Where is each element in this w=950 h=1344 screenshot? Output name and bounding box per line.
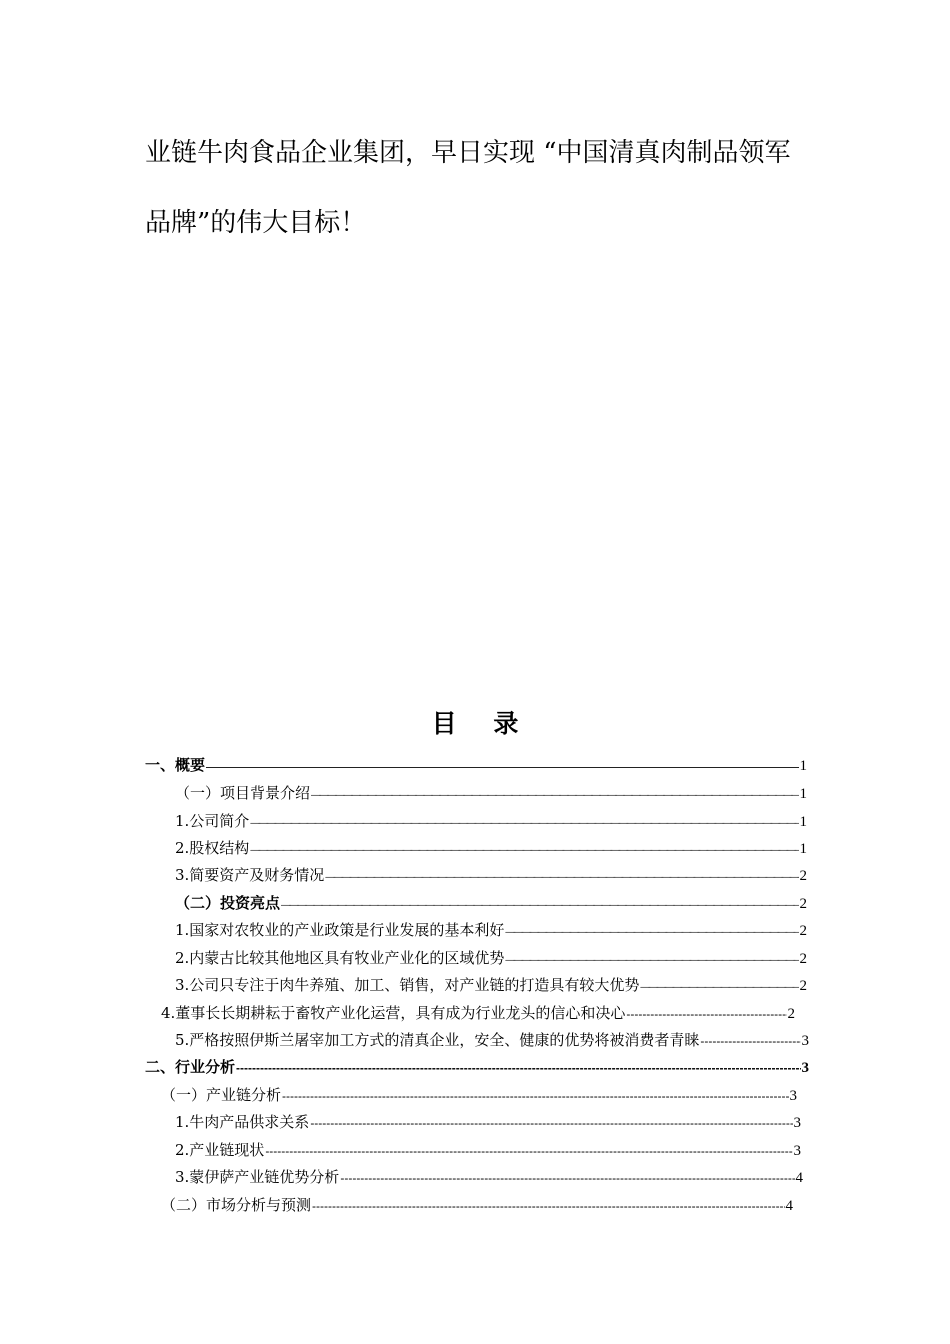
- toc-entry-page: 1: [799, 758, 807, 774]
- toc-entry-page: 1: [799, 786, 807, 802]
- toc-entry[interactable]: [175, 1139, 801, 1165]
- toc-entry[interactable]: [161, 1194, 793, 1220]
- toc-entry-page: 3: [793, 1143, 801, 1159]
- toc-entry-page: 2: [799, 896, 807, 912]
- toc-entry-label: （二）投资亮点: [175, 894, 281, 912]
- toc-entry[interactable]: [175, 837, 807, 863]
- toc-entry[interactable]: [175, 782, 807, 808]
- toc-entry-label: （一）项目背景介绍: [175, 784, 311, 802]
- toc-leader: [640, 979, 798, 993]
- toc-leader: [250, 842, 798, 856]
- toc-leader: [700, 1034, 800, 1048]
- toc-entry-page: 3: [793, 1115, 801, 1131]
- toc-entry[interactable]: [175, 974, 807, 1000]
- toc-entry-page: 1: [799, 841, 807, 857]
- toc-entry-page: 4: [795, 1170, 803, 1186]
- toc-leader: [281, 897, 798, 911]
- toc-entry[interactable]: [175, 892, 807, 918]
- toc-entry-page: 3: [789, 1088, 797, 1104]
- toc-entry-label: 5.严格按照伊斯兰屠宰加工方式的清真企业，安全、健康的优势将被消费者青睐: [175, 1031, 700, 1049]
- toc-entry-page: 2: [799, 923, 807, 939]
- toc-entry-label: 2.产业链现状: [175, 1141, 265, 1159]
- toc-entry[interactable]: [161, 1084, 797, 1110]
- toc-leader: [250, 815, 798, 829]
- toc-entry[interactable]: [145, 1056, 809, 1082]
- toc-entry-label: 4.董事长长期耕耘于畜牧产业化运营，具有成为行业龙头的信心和决心: [161, 1004, 626, 1022]
- toc-entry[interactable]: [175, 947, 807, 973]
- paragraph-line-2: 品牌”的伟大目标！: [145, 208, 367, 238]
- toc-entry[interactable]: [145, 754, 807, 780]
- toc-entry-label: 1.国家对农牧业的产业政策是行业发展的基本利好: [175, 921, 505, 939]
- toc-entry-label: 1.牛肉产品供求关系: [175, 1113, 310, 1131]
- toc-leader: [505, 924, 798, 938]
- toc-entry-page: 2: [799, 868, 807, 884]
- toc-entry-page: 2: [799, 951, 807, 967]
- toc-entry-label: （一）产业链分析: [161, 1086, 282, 1104]
- toc-entry-page: 3: [801, 1060, 809, 1076]
- toc-leader: [312, 1199, 784, 1213]
- toc-leader: [325, 869, 798, 883]
- toc-entry-label: 二、行业分析: [145, 1058, 236, 1076]
- toc-title: 目 录: [431, 709, 533, 738]
- toc-entry[interactable]: [175, 919, 807, 945]
- toc-entry-page: 1: [799, 814, 807, 830]
- toc-entry-label: （二）市场分析与预测: [161, 1196, 312, 1214]
- toc-leader: [626, 1007, 786, 1021]
- body-paragraph: [145, 118, 825, 258]
- toc-leader: [236, 1061, 800, 1075]
- toc-leader: [206, 759, 798, 773]
- toc-entry-label: 3.简要资产及财务情况: [175, 866, 325, 884]
- toc-entry-page: 2: [799, 978, 807, 994]
- toc-entry-label: 2.股权结构: [175, 839, 250, 857]
- toc-leader: [340, 1171, 794, 1185]
- toc-entry[interactable]: [161, 1002, 795, 1028]
- toc-leader: [311, 787, 798, 801]
- toc-entry[interactable]: [175, 1111, 801, 1137]
- toc-entry[interactable]: [175, 810, 807, 836]
- toc-entry[interactable]: [175, 1166, 803, 1192]
- toc-entry-page: 4: [785, 1198, 793, 1214]
- toc-entry-label: 3.公司只专注于肉牛养殖、加工、销售，对产业链的打造具有较大优势: [175, 976, 640, 994]
- toc-entry-label: 1.公司简介: [175, 812, 250, 830]
- toc-entry[interactable]: [175, 1029, 809, 1055]
- toc-entry-label: 3.蒙伊萨产业链优势分析: [175, 1168, 340, 1186]
- paragraph-line-1: 业链牛肉食品企业集团，早日实现 “中国清真肉制品领军: [145, 138, 791, 168]
- toc-entry[interactable]: [175, 864, 807, 890]
- toc-leader: [265, 1144, 792, 1158]
- toc-entry-page: 3: [801, 1033, 809, 1049]
- toc-entry-label: 2.内蒙古比较其他地区具有牧业产业化的区域优势: [175, 949, 505, 967]
- toc-leader: [505, 952, 798, 966]
- toc-entry-page: 2: [787, 1006, 795, 1022]
- toc-leader: [282, 1089, 788, 1103]
- toc-entry-label: 一、概要: [145, 756, 206, 774]
- toc-leader: [310, 1116, 792, 1130]
